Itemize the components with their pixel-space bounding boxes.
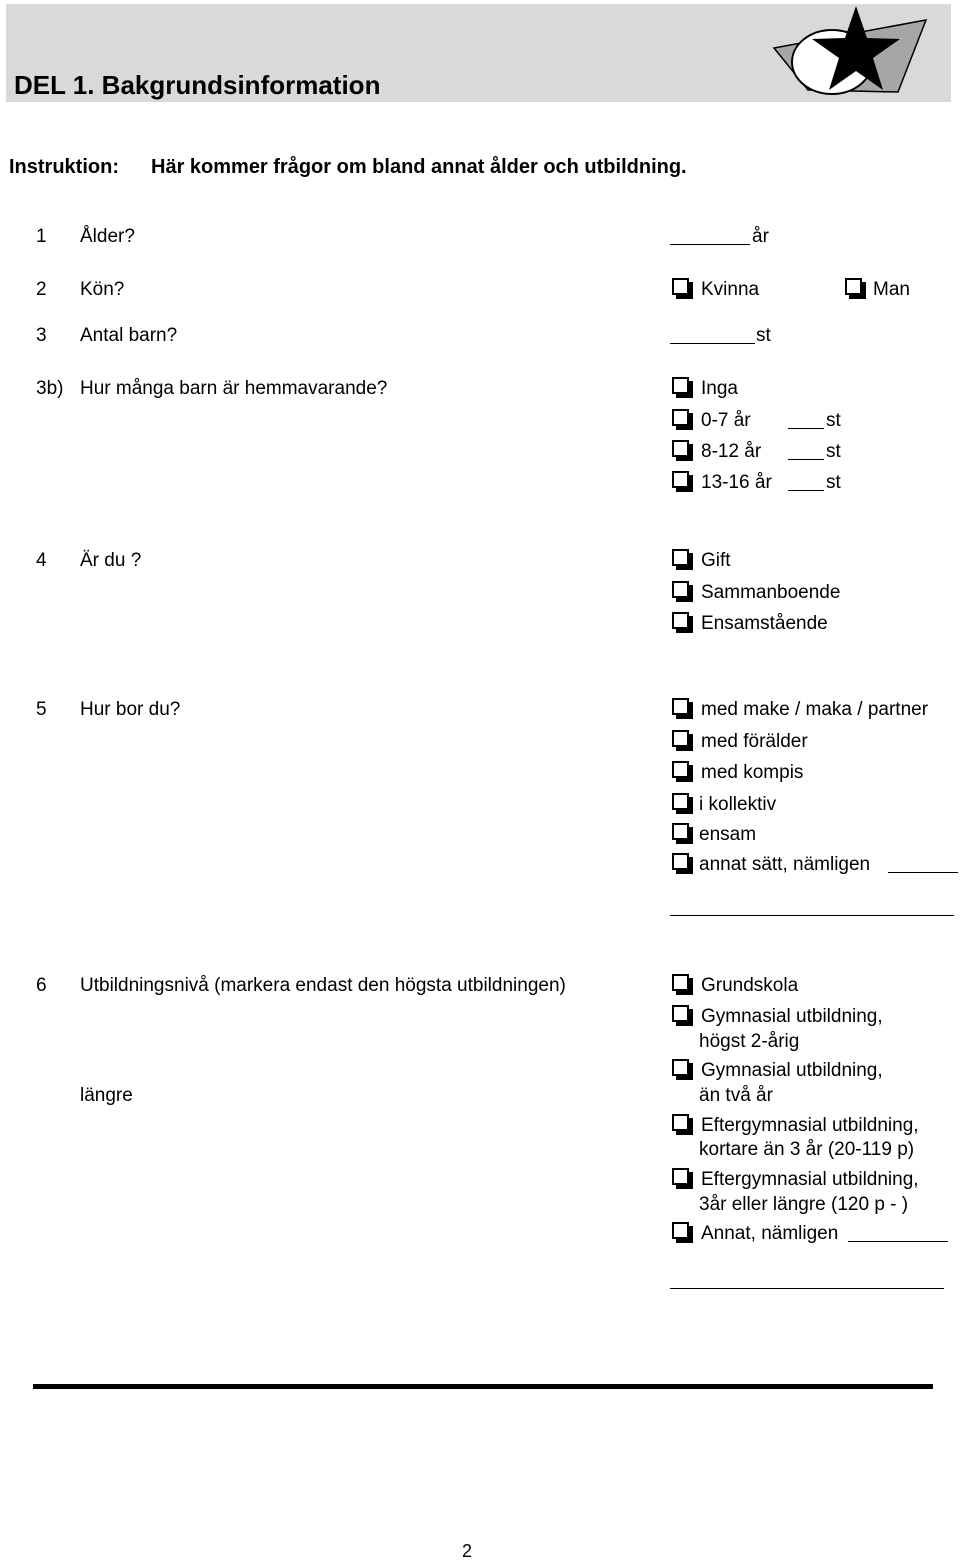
other-input-line[interactable] xyxy=(670,915,954,916)
checkbox-eftergymnasial-lang[interactable] xyxy=(672,1168,689,1185)
other-input-line[interactable] xyxy=(888,872,958,873)
checkbox-eftergymnasial-kort[interactable] xyxy=(672,1114,689,1131)
unit-label: st xyxy=(756,325,771,346)
question-number: 1 xyxy=(36,226,47,247)
option-label: med förälder xyxy=(701,731,808,752)
checkbox-gift[interactable] xyxy=(672,549,689,566)
checkbox-annat[interactable] xyxy=(672,1222,689,1239)
option-label: ensam xyxy=(699,824,757,845)
checkbox-kompis[interactable] xyxy=(672,761,689,778)
option-label: Kvinna xyxy=(701,279,760,300)
count-line[interactable] xyxy=(788,459,824,460)
checkbox-kollektiv[interactable] xyxy=(672,793,689,810)
checkbox-annat-satt[interactable] xyxy=(672,853,689,870)
checkbox-gymnasial-langre[interactable] xyxy=(672,1059,689,1076)
option-label-line2: än två år xyxy=(699,1085,773,1106)
checkbox-gymnasial-2[interactable] xyxy=(672,1005,689,1022)
checkbox-man[interactable] xyxy=(845,278,862,295)
option-label: med make / maka / partner xyxy=(701,699,929,720)
question-number: 2 xyxy=(36,279,47,300)
checkbox-ensam[interactable] xyxy=(672,823,689,840)
age-input-line[interactable] xyxy=(670,244,750,245)
option-label: 8-12 år xyxy=(701,441,762,462)
question-number: 6 xyxy=(36,975,47,996)
question-number: 3 xyxy=(36,325,47,346)
unit-label: st xyxy=(826,472,841,493)
question-text: Är du ? xyxy=(80,550,142,571)
star-logo-icon xyxy=(768,4,928,100)
divider xyxy=(33,1384,933,1389)
option-label: annat sätt, nämligen xyxy=(699,854,871,875)
checkbox-sammanboende[interactable] xyxy=(672,581,689,598)
side-note: längre xyxy=(80,1085,133,1106)
instruction-text: Här kommer frågor om bland annat ålder och utbildning. xyxy=(151,156,687,178)
option-label: Inga xyxy=(701,378,738,399)
option-label-line2: högst 2-årig xyxy=(699,1031,800,1052)
option-label: i kollektiv xyxy=(699,794,777,815)
checkbox-0-7[interactable] xyxy=(672,409,689,426)
option-label: 0-7 år xyxy=(701,410,751,431)
option-label: Eftergymnasial utbildning, xyxy=(701,1115,919,1136)
question-number: 3b) xyxy=(36,378,64,399)
option-label: Sammanboende xyxy=(701,582,841,603)
question-text: Kön? xyxy=(80,279,125,300)
question-number: 5 xyxy=(36,699,47,720)
question-text: Utbildningsnivå (markera endast den högsta utbildningen) xyxy=(80,975,566,996)
other-input-line[interactable] xyxy=(670,1288,944,1289)
other-input-line[interactable] xyxy=(848,1241,948,1242)
unit-label: st xyxy=(826,441,841,462)
option-label: med kompis xyxy=(701,762,804,783)
checkbox-13-16[interactable] xyxy=(672,471,689,488)
option-label: Man xyxy=(873,279,910,300)
checkbox-ensamstaende[interactable] xyxy=(672,612,689,629)
instruction-label: Instruktion: xyxy=(9,156,119,178)
checkbox-partner[interactable] xyxy=(672,698,689,715)
option-label-line2: kortare än 3 år (20-119 p) xyxy=(699,1139,915,1160)
count-line[interactable] xyxy=(788,490,824,491)
option-label: Ensamstående xyxy=(701,613,828,634)
unit-label: st xyxy=(826,410,841,431)
option-label-line2: 3år eller längre (120 p - ) xyxy=(699,1194,909,1215)
unit-label: år xyxy=(752,226,769,247)
page-title: DEL 1. Bakgrundsinformation xyxy=(14,70,381,100)
question-text: Antal barn? xyxy=(80,325,178,346)
option-label: Gymnasial utbildning, xyxy=(701,1060,883,1081)
question-text: Hur många barn är hemmavarande? xyxy=(80,378,388,399)
children-count-line[interactable] xyxy=(670,343,755,344)
checkbox-8-12[interactable] xyxy=(672,440,689,457)
checkbox-kvinna[interactable] xyxy=(672,278,689,295)
question-text: Hur bor du? xyxy=(80,699,181,720)
option-label: Gift xyxy=(701,550,731,571)
checkbox-inga[interactable] xyxy=(672,377,689,394)
checkbox-foralder[interactable] xyxy=(672,730,689,747)
question-number: 4 xyxy=(36,550,47,571)
option-label: 13-16 år xyxy=(701,472,772,493)
option-label: Annat, nämligen xyxy=(701,1223,839,1244)
count-line[interactable] xyxy=(788,428,824,429)
option-label: Grundskola xyxy=(701,975,799,996)
checkbox-grundskola[interactable] xyxy=(672,974,689,991)
page-number: 2 xyxy=(462,1541,473,1561)
option-label: Gymnasial utbildning, xyxy=(701,1006,883,1027)
option-label: Eftergymnasial utbildning, xyxy=(701,1169,919,1190)
question-text: Ålder? xyxy=(80,226,135,247)
